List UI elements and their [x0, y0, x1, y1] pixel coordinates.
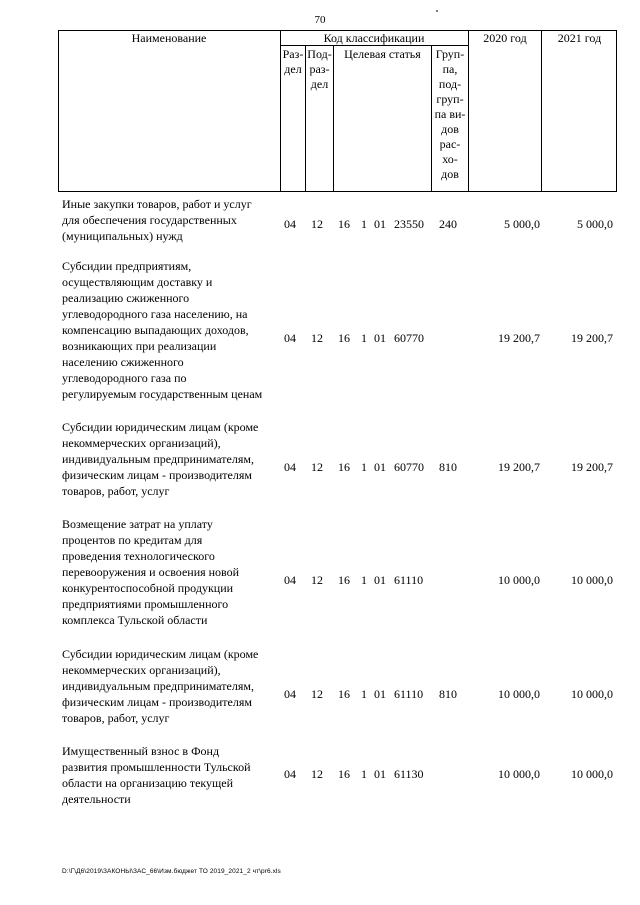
scan-dot	[436, 10, 438, 12]
row-name-line: физическим лицам - производителям	[62, 695, 252, 709]
header-group-line: под-	[438, 77, 462, 91]
cell-cs1: 16	[338, 687, 350, 701]
row-name	[62, 196, 277, 244]
row-name-line: углеводородного газа населению, на	[62, 307, 248, 321]
cell-cs3: 01	[374, 460, 386, 474]
cell-cs4: 60770	[394, 460, 424, 474]
row-name	[62, 419, 277, 499]
row-name-line: для обеспечения государственных	[62, 213, 237, 227]
row-name-line: развития промышленности Тульской	[62, 760, 251, 774]
row-name-line: процентов по кредитам для	[62, 533, 203, 547]
cell-2021: 5 000,0	[577, 217, 613, 231]
row-name-line: регулируемым государственным ценам	[62, 387, 263, 401]
cell-podrazdel: 12	[311, 331, 323, 345]
row-name-line: конкурентоспособной продукции	[62, 581, 234, 595]
header-year-2020: 2020 год	[483, 31, 527, 45]
cell-2021: 10 000,0	[571, 767, 613, 781]
cell-2020: 10 000,0	[498, 767, 540, 781]
cell-podrazdel: 12	[311, 767, 323, 781]
header-section-line: дел	[284, 62, 302, 76]
header-group	[432, 47, 468, 182]
header-divider	[333, 45, 334, 192]
cell-vid: 810	[439, 460, 457, 474]
row-name	[62, 258, 277, 402]
cell-2021: 10 000,0	[571, 573, 613, 587]
header-year-2021: 2021 год	[557, 31, 602, 45]
header-group-line: груп-	[436, 92, 464, 106]
cell-vid: 810	[439, 687, 457, 701]
file-path-footer: D:\Г\Д6\2019\ЗАКОНЫ\ЗАС_66\Изм.бюджет ТО 2019_2021_2 чт\pr6.xls	[62, 868, 281, 875]
cell-cs2: 1	[361, 573, 367, 587]
cell-cs1: 16	[338, 460, 350, 474]
header-group-line: па ви-	[434, 107, 466, 121]
cell-razdel: 04	[284, 573, 296, 587]
row-name-line: (муниципальных) нужд	[62, 229, 183, 243]
cell-cs4: 60770	[394, 331, 424, 345]
cell-cs2: 1	[361, 767, 367, 781]
header-section-line: Раз-	[282, 47, 304, 61]
cell-cs1: 16	[338, 573, 350, 587]
cell-cs3: 01	[374, 767, 386, 781]
cell-cs4: 61130	[394, 767, 424, 781]
cell-razdel: 04	[284, 331, 296, 345]
header-subsection	[306, 47, 333, 92]
cell-cs4: 23550	[394, 217, 424, 231]
row-name	[62, 646, 277, 726]
row-name-line: индивидуальным предпринимателям,	[62, 452, 254, 466]
row-name-line: реализацию сжиженного	[62, 291, 190, 305]
row-name-line: индивидуальным предпринимателям,	[62, 679, 254, 693]
row-name-line: товаров, работ, услуг	[62, 711, 170, 725]
cell-2021: 10 000,0	[571, 687, 613, 701]
cell-2020: 19 200,7	[498, 331, 540, 345]
header-subsection-line: Под-	[307, 47, 332, 61]
row-name-line: перевооружения и освоения новой	[62, 565, 240, 579]
header-group-line: дов	[441, 167, 459, 181]
cell-cs3: 01	[374, 217, 386, 231]
row-name-line: Возмещение затрат на уплату	[62, 517, 213, 531]
header-classification: Код классификации	[323, 31, 425, 45]
cell-cs2: 1	[361, 460, 367, 474]
cell-cs1: 16	[338, 767, 350, 781]
row-name-line: проведения технологического	[62, 549, 215, 563]
row-name-line: товаров, работ, услуг	[62, 484, 170, 498]
row-name-line: осуществляющим доставку и	[62, 275, 213, 289]
row-name-line: компенсацию выпадающих доходов,	[62, 323, 249, 337]
row-name-line: физическим лицам - производителям	[62, 468, 252, 482]
header-name: Наименование	[131, 31, 207, 45]
cell-podrazdel: 12	[311, 573, 323, 587]
cell-cs3: 01	[374, 687, 386, 701]
header-target-item: Целевая статья	[344, 47, 421, 61]
row-name-line: возникающих при реализации	[62, 339, 217, 353]
header-subsection-line: дел	[310, 77, 329, 91]
row-name-line: некоммерческих организаций),	[62, 436, 221, 450]
header-group-line: Груп-	[435, 47, 465, 61]
cell-vid: 240	[439, 217, 457, 231]
cell-2020: 10 000,0	[498, 687, 540, 701]
row-name-line: Имущественный взнос в Фонд	[62, 744, 220, 758]
row-name-line: Субсидии предприятиям,	[62, 259, 192, 273]
header-divider	[468, 30, 469, 192]
row-name-line: углеводородного газа по	[62, 371, 187, 385]
header-group-line: дов	[441, 122, 459, 136]
header-subsection-line: раз-	[309, 62, 330, 76]
cell-2020: 19 200,7	[498, 460, 540, 474]
row-name-line: области на организацию текущей	[62, 776, 234, 790]
page-number: 70	[314, 14, 326, 26]
row-name	[62, 743, 277, 807]
cell-podrazdel: 12	[311, 217, 323, 231]
header-group-line: хо-	[442, 152, 458, 166]
cell-razdel: 04	[284, 217, 296, 231]
cell-2020: 10 000,0	[498, 573, 540, 587]
cell-podrazdel: 12	[311, 460, 323, 474]
cell-cs1: 16	[338, 331, 350, 345]
cell-cs4: 61110	[394, 687, 424, 701]
cell-razdel: 04	[284, 460, 296, 474]
header-group-line: рас-	[439, 137, 461, 151]
row-name-line: населению сжиженного	[62, 355, 184, 369]
cell-2020: 5 000,0	[504, 217, 540, 231]
cell-cs2: 1	[361, 331, 367, 345]
cell-podrazdel: 12	[311, 687, 323, 701]
cell-cs2: 1	[361, 687, 367, 701]
cell-cs1: 16	[338, 217, 350, 231]
cell-cs3: 01	[374, 331, 386, 345]
row-name-line: Субсидии юридическим лицам (кроме	[62, 647, 259, 661]
cell-razdel: 04	[284, 687, 296, 701]
header-group-line: па,	[442, 62, 458, 76]
row-name-line: Субсидии юридическим лицам (кроме	[62, 420, 259, 434]
cell-razdel: 04	[284, 767, 296, 781]
header-divider	[541, 30, 542, 192]
row-name-line: некоммерческих организаций),	[62, 663, 221, 677]
row-name-line: предприятиями промышленного	[62, 597, 229, 611]
row-name-line: Иные закупки товаров, работ и услуг	[62, 197, 252, 211]
cell-2021: 19 200,7	[571, 331, 613, 345]
cell-cs4: 61110	[394, 573, 424, 587]
cell-2021: 19 200,7	[571, 460, 613, 474]
cell-cs3: 01	[374, 573, 386, 587]
header-section	[281, 47, 305, 77]
row-name-line: комплекса Тульской области	[62, 613, 208, 627]
row-name-line: деятельности	[62, 792, 131, 806]
cell-cs2: 1	[361, 217, 367, 231]
row-name	[62, 516, 277, 628]
